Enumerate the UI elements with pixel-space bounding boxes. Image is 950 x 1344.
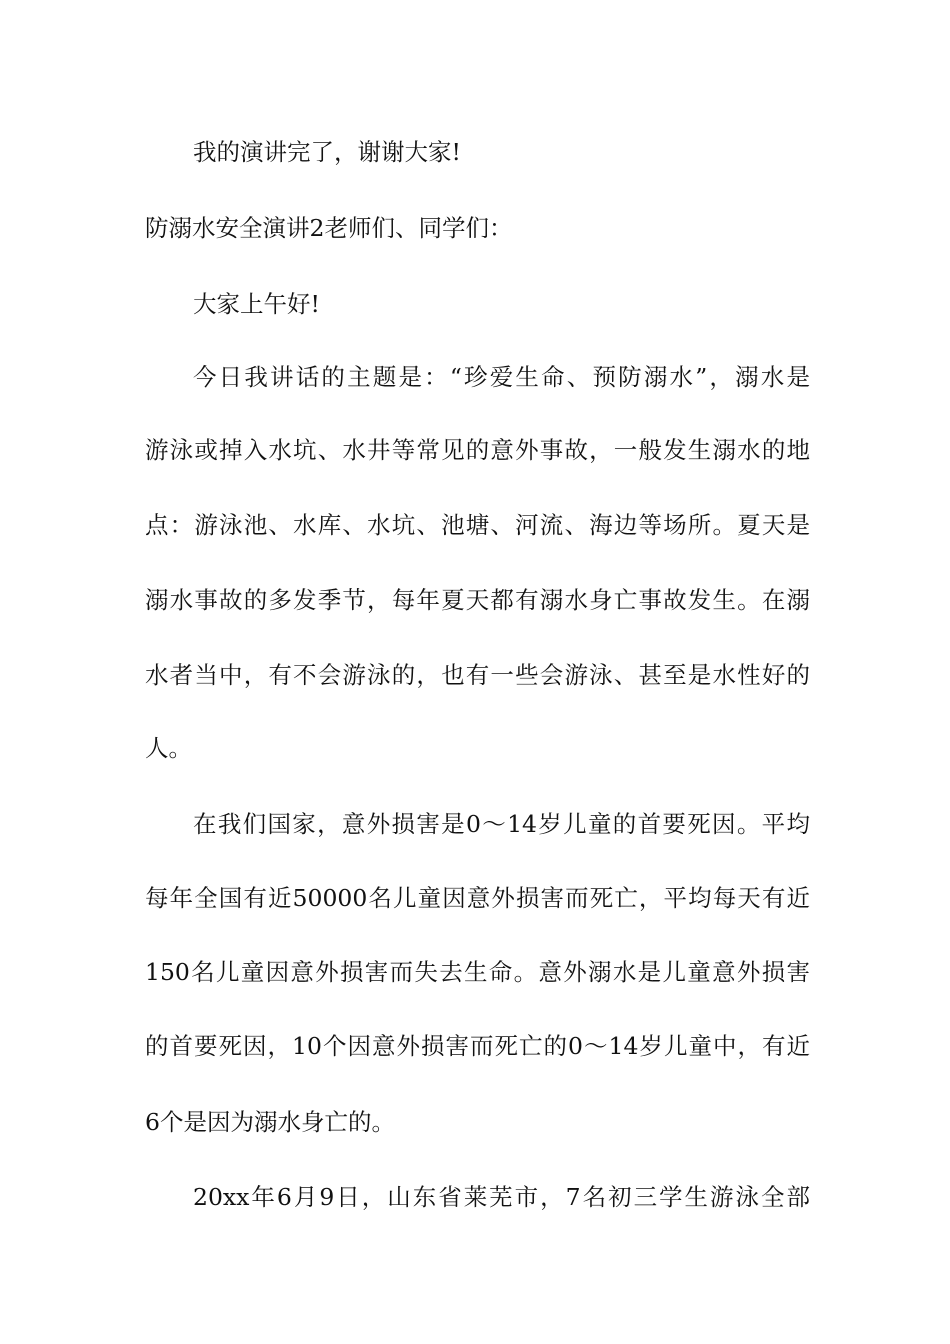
section-heading: 防溺水安全演讲2老师们、同学们：	[145, 214, 513, 242]
paragraph-statistics-line-3: 150名儿童因意外损害而失去生命。意外溺水是儿童意外损害	[145, 958, 810, 986]
paragraph-greeting: 大家上午好!	[193, 290, 320, 318]
paragraph-topic-line-6: 人。	[145, 734, 192, 762]
paragraph-topic-line-3: 点：游泳池、水库、水坑、池塘、河流、海边等场所。夏天是	[145, 511, 810, 539]
paragraph-topic-line-1: 今日我讲话的主题是：“珍爱生命、预防溺水”，溺水是	[193, 363, 810, 391]
paragraph-statistics-line-2: 每年全国有近50000名儿童因意外损害而死亡，平均每天有近	[145, 884, 810, 912]
paragraph-topic-line-5: 水者当中，有不会游泳的，也有一些会游泳、甚至是水性好的	[145, 661, 810, 689]
paragraph-incident-line-1: 20xx年6月9日，山东省莱芜市，7名初三学生游泳全部	[193, 1183, 810, 1211]
paragraph-topic-line-2: 游泳或掉入水坑、水井等常见的意外事故，一般发生溺水的地	[145, 436, 810, 464]
paragraph-statistics-line-4: 的首要死因，10个因意外损害而死亡的0～14岁儿童中，有近	[145, 1032, 810, 1060]
paragraph-closing: 我的演讲完了，谢谢大家!	[193, 138, 461, 166]
paragraph-statistics-line-5: 6个是因为溺水身亡的。	[145, 1108, 395, 1136]
paragraph-topic-line-4: 溺水事故的多发季节，每年夏天都有溺水身亡事故发生。在溺	[145, 586, 810, 614]
paragraph-statistics-line-1: 在我们国家，意外损害是0～14岁儿童的首要死因。平均	[193, 810, 810, 838]
